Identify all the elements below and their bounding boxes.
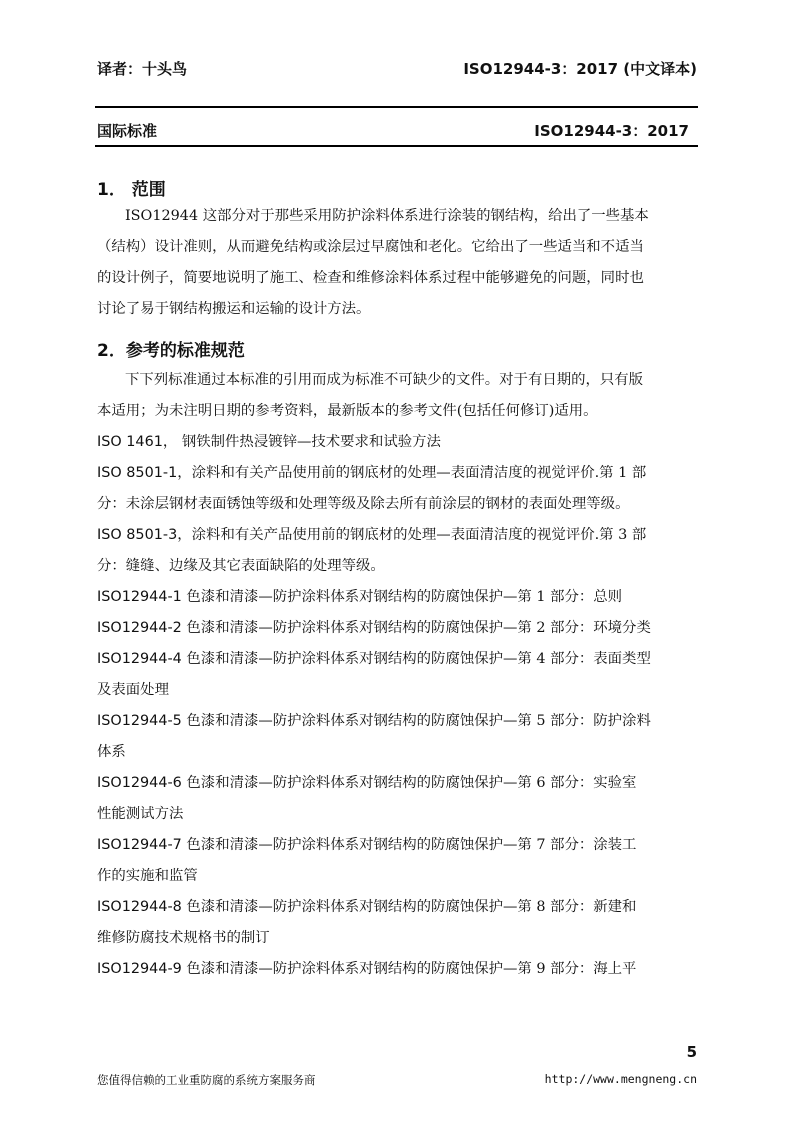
page-number: 5 [686,1043,697,1061]
reference-item: ISO12944-9 色漆和清漆—防护涂料体系对钢结构的防腐蚀保护—第 9 部分：海上平 [97,961,637,977]
reference-continuation: 分：缝缝、边缘及其它表面缺陷的处理等级。 [97,558,385,574]
paragraph-line: 讨论了易于钢结构搬运和运输的设计方法。 [97,301,371,317]
reference-code: ISO12944-5 [97,713,182,729]
section-heading-scope: 1． 范围 [97,180,166,200]
reference-code: ISO12944-1 [97,589,182,605]
reference-item: ISO 8501-1，涂料和有关产品使用前的钢底材的处理—表面清洁度的视觉评价.第 1 部 [97,465,647,481]
reference-continuation: 分：未涂层钢材表面锈蚀等级和处理等级及除去所有前涂层的钢材的表面处理等级。 [97,496,630,512]
reference-continuation: 及表面处理 [97,682,169,698]
reference-code: ISO 8501-1 [97,465,178,481]
reference-item: ISO12944-1 色漆和清漆—防护涂料体系对钢结构的防腐蚀保护—第 1 部分：总则 [97,589,623,605]
references-intro [97,365,697,427]
footer-url[interactable]: http://www.mengneng.cn [544,1072,697,1086]
paragraph-line: ISO12944 这部分对于那些采用防护涂料体系进行涂装的钢结构，给出了一些基本 [125,208,649,224]
reference-item: ISO12944-2 色漆和清漆—防护涂料体系对钢结构的防腐蚀保护—第 2 部分：环境分类 [97,620,651,636]
reference-continuation: 性能测试方法 [97,806,184,822]
reference-code: ISO12944-7 [97,837,182,853]
reference-code: ISO12944-9 [97,961,182,977]
reference-code: ISO12944-6 [97,775,182,791]
reference-continuation: 作的实施和监管 [97,868,198,884]
reference-item: ISO12944-6 色漆和清漆—防护涂料体系对钢结构的防腐蚀保护—第 6 部分：实验室 [97,775,637,791]
reference-code: ISO12944-2 [97,620,182,636]
paragraph-line: 下下列标准通过本标准的引用而成为标准不可缺少的文件。对于有日期的，只有版 [125,372,644,388]
header-divider [95,106,698,108]
reference-item: ISO 8501-3，涂料和有关产品使用前的钢底材的处理—表面清洁度的视觉评价.第 3 部 [97,527,647,543]
reference-continuation: 体系 [97,744,126,760]
document-id-translation: ISO12944-3：2017 (中文译本) [463,60,697,78]
reference-code: ISO12944-8 [97,899,182,915]
paragraph-line: 的设计例子，简要地说明了施工、检查和维修涂料体系过程中能够避免的问题，同时也 [97,270,644,286]
reference-item: ISO12944-5 色漆和清漆—防护涂料体系对钢结构的防腐蚀保护—第 5 部分：防护涂料 [97,713,651,729]
header-divider-2 [95,145,698,147]
paragraph-line: （结构）设计准则，从而避免结构或涂层过早腐蚀和老化。它给出了一些适当和不适当 [97,239,644,255]
translator-credit: 译者：十头鸟 [97,60,188,78]
footer-slogan: 您值得信赖的工业重防腐的系统方案服务商 [97,1073,316,1087]
reference-item: ISO12944-7 色漆和清漆—防护涂料体系对钢结构的防腐蚀保护—第 7 部分：涂装工 [97,837,637,853]
paragraph-line: 本适用；为未注明日期的参考资料，最新版本的参考文件(包括任何修订)适用。 [97,403,598,419]
reference-item: ISO 1461， 钢铁制件热浸镀锌—技术要求和试验方法 [97,434,441,450]
document-id: ISO12944-3：2017 [534,122,689,140]
reference-code: ISO12944-4 [97,651,182,667]
reference-item: ISO12944-8 色漆和清漆—防护涂料体系对钢结构的防腐蚀保护—第 8 部分：新建和 [97,899,637,915]
reference-list [97,427,697,985]
reference-continuation: 维修防腐技术规格书的制订 [97,930,270,946]
reference-code: ISO 8501-3 [97,527,178,543]
reference-code: ISO 1461， [97,434,178,450]
section-heading-references: 2．参考的标准规范 [97,341,245,361]
scope-paragraph [97,201,697,325]
reference-item: ISO12944-4 色漆和清漆—防护涂料体系对钢结构的防腐蚀保护—第 4 部分：表面类型 [97,651,651,667]
standard-category: 国际标准 [97,122,158,140]
